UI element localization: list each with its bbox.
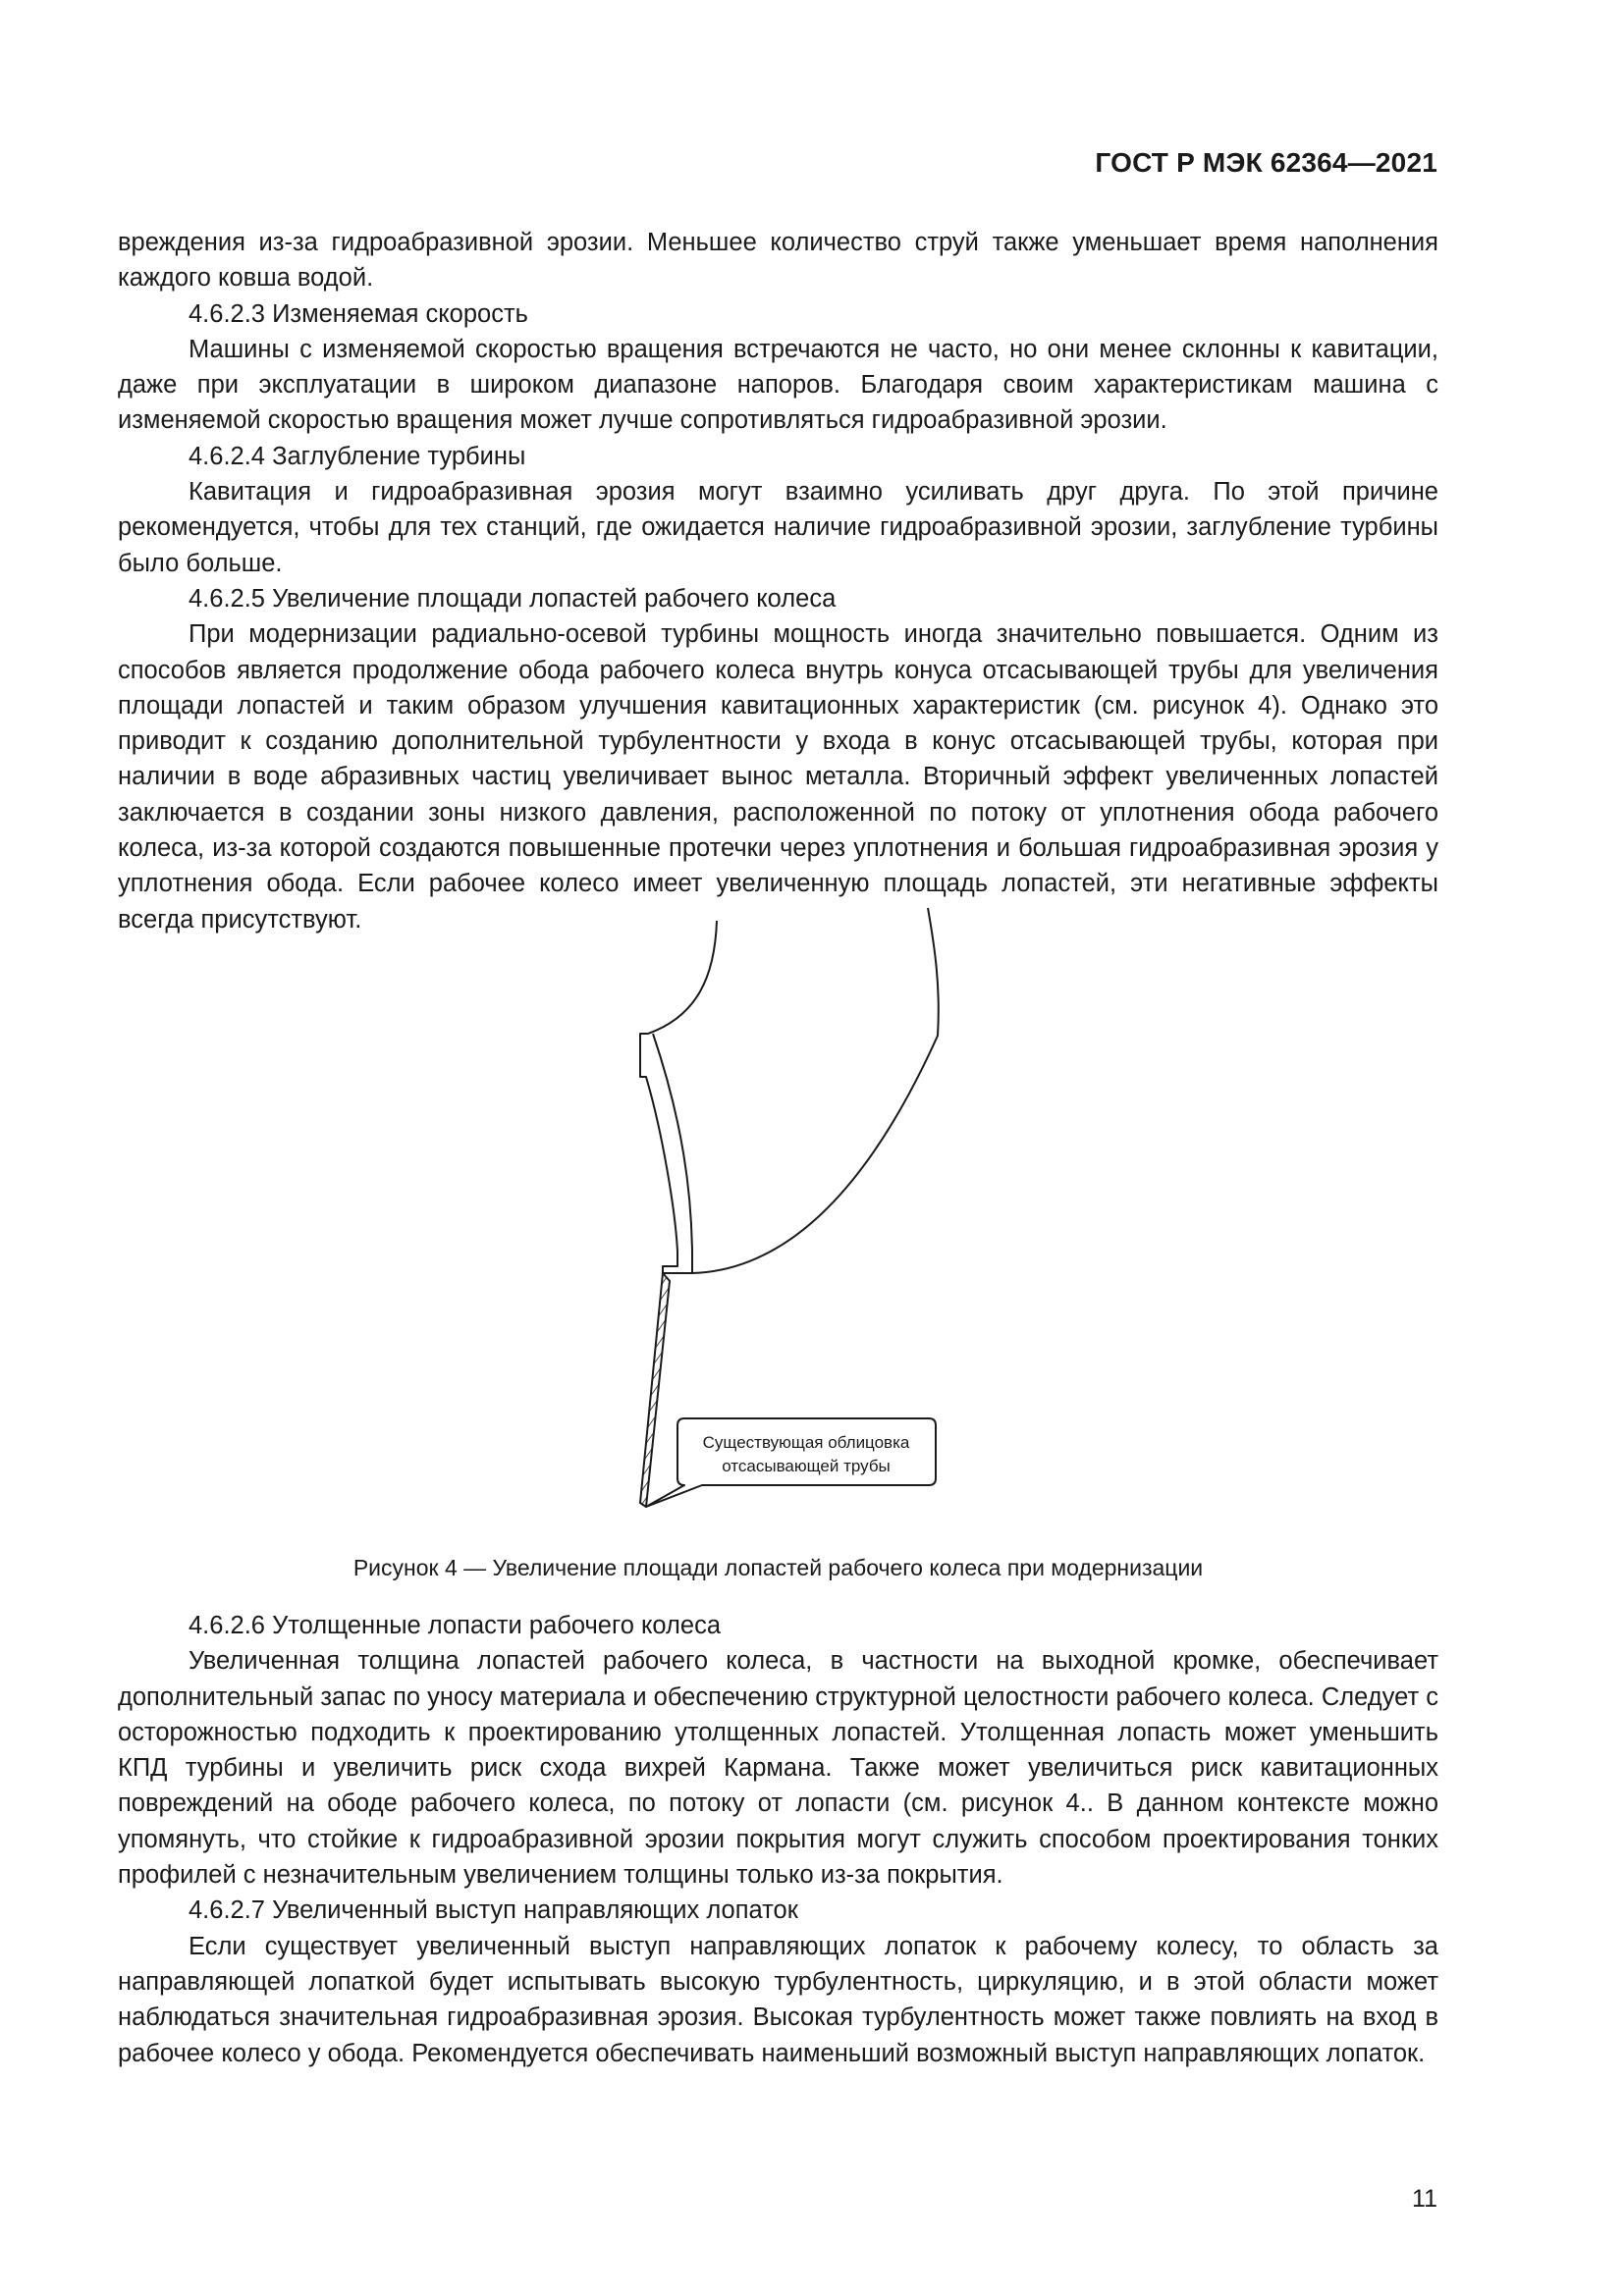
page-number: 11 xyxy=(1412,2185,1437,2213)
section-heading: 4.6.2.5 Увеличение площади лопастей рабочего колеса xyxy=(189,584,837,613)
section-heading: 4.6.2.7 Увеличенный выступ направляющих лопаток xyxy=(189,1896,798,1925)
standard-header: ГОСТ Р МЭК 62364—2021 xyxy=(1095,147,1437,178)
runner-blade-drawing xyxy=(589,908,1001,1517)
section-heading: 4.6.2.4 Заглубление турбины xyxy=(189,442,526,470)
figure-runner-blade-diagram xyxy=(589,908,1001,1522)
paragraph: При модернизации радиально-осевой турбины мощность иногда значительно повышается. Одним из способов является продолжение обода рабочего колеса внутрь конуса отсасывающей трубы для увеличения площади лопастей и таким образом улучшения кавитационных характеристик (см. рисунок 4). Однако это приводит к созданию дополнительной турбулентности у входа в конус отсасывающей трубы, которая при наличии в воде абразивных частиц увеличивает вынос металла. Вторичный эффект увеличенных лопастей заключается в создании зоны низкого давления, расположенной по потоку от уплотнения обода рабочего колеса, из-за которой создаются повышенные протечки через уплотнения и большая гидроабразивная эрозия у уплотнения обода. Если рабочее колесо имеет увеличенную площадь лопастей, эти негативные эффекты всегда присутствуют. xyxy=(118,620,1438,934)
section-heading: 4.6.2.6 Утолщенные лопасти рабочего колеса xyxy=(189,1612,722,1639)
lining-strip xyxy=(640,1273,670,1507)
callout-label-line1: Существующая облицовка xyxy=(702,1433,910,1452)
body-text-bottom xyxy=(118,1608,1438,2071)
band-profile xyxy=(640,1034,692,1273)
blade-outline xyxy=(692,908,939,1273)
paragraph: Увеличенная толщина лопастей рабочего колеса, в частности на выходной кромке, обеспечивает дополнительный запас по уносу материала и обеспечению структурной целостности рабочего колеса. Следует с осторожностью подходить к проектированию утолщенных лопастей. Утолщенная лопасть может уменьшить КПД турбины и увеличить риск схода вихрей Кармана. Также может увеличиться риск кавитационных повреждений на ободе рабочего колеса, по потоку от лопасти (см. рисунок 4.. В данном контексте можно упомянуть, что стойкие к гидроабразивной эрозии покрытия могут служить способом проектирования тонких профилей с незначительным увеличением толщины только из-за покрытия. xyxy=(118,1647,1438,1890)
band-upper-curve xyxy=(648,921,717,1034)
body-text-top xyxy=(118,225,1438,937)
figure-caption: Рисунок 4 — Увеличение площади лопастей рабочего колеса при модернизации xyxy=(352,1555,1204,1580)
section-heading: 4.6.2.3 Изменяемая скорость xyxy=(189,299,528,328)
paragraph: Машины с изменяемой скоростью вращения встречаются не часто, но они менее склонны к кавитации, даже при эксплуатации в широком диапазоне напоров. Благодаря своим характеристикам машина с изменяемой скоростью вращения может лучше сопротивляться гидроабразивной эрозии. xyxy=(118,335,1438,435)
paragraph: Кавитация и гидроабразивная эрозия могут взаимно усиливать друг друга. По этой причине рекомендуется, чтобы для тех станций, где ожидается наличие гидроабразивной эрозии, заглубление турбины было больше. xyxy=(118,478,1438,577)
callout-label-line2: отсасывающей трубы xyxy=(722,1457,891,1475)
paragraph: вреждения из-за гидроабразивной эрозии. Меньшее количество струй также уменьшает время наполнения каждого ковша водой. xyxy=(118,229,1438,293)
paragraph: Если существует увеличенный выступ направляющих лопаток к рабочему колесу, то область за направляющей лопаткой будет испытывать высокую турбулентность, циркуляцию, и в этой области может наблюдаться значительная гидроабразивная эрозия. Высокая турбулентность может также повлиять на вход в рабочее колесо у обода. Рекомендуется обеспечивать наименьший возможный выступ направляющих лопаток. xyxy=(118,1932,1438,2067)
